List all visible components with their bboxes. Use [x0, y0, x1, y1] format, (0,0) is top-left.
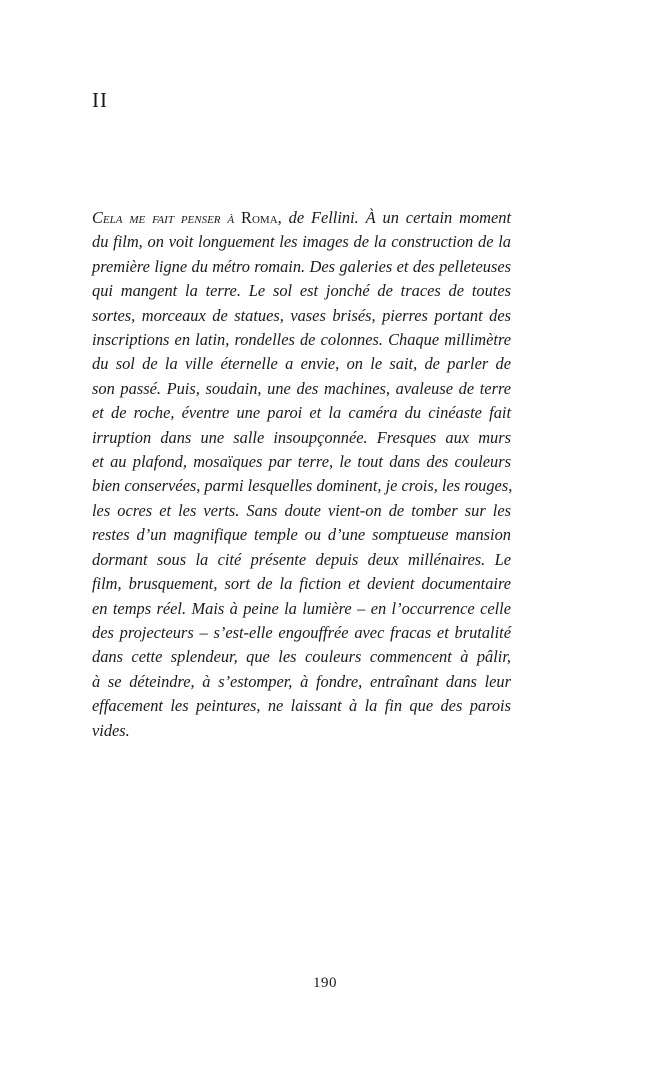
- text-line: film, brusquement, sort de la fiction et devient documentaire: [92, 574, 511, 594]
- line-1-rest: , de Fellini. À un certain moment: [277, 208, 512, 227]
- text-line-last: vides.: [92, 720, 130, 740]
- page-number: 190: [313, 975, 337, 991]
- text-line: [92, 206, 511, 230]
- text-line: son passé. Puis, soudain, une des machines, avaleuse de terre: [92, 378, 511, 398]
- text-line: bien conservées, parmi lesquelles dominent, je crois, les rouges,: [92, 476, 513, 496]
- text-line: qui mangent la terre. Le sol est jonché de traces de toutes: [92, 281, 511, 301]
- text-line: dormant sous la cité présente depuis deux millénaires. Le: [92, 549, 511, 569]
- opening-smallcaps: Cela me fait penser à: [92, 208, 235, 227]
- text-line: dans cette splendeur, que les couleurs commencent à pâlir,: [92, 647, 511, 667]
- text-line: à se déteindre, à s’estomper, à fondre, entraînant dans leur: [92, 671, 511, 691]
- text-line: des projecteurs – s’est-elle engouffrée avec fracas et brutalité: [92, 622, 511, 642]
- text-line: effacement les peintures, ne laissant à la fin que des parois: [92, 696, 511, 716]
- text-line: du film, on voit longuement les images de la construction de la: [92, 232, 511, 252]
- text-line: en temps réel. Mais à peine la lumière – en l’occurrence celle: [92, 598, 511, 618]
- text-line: et de roche, éventre une paroi et la caméra du cinéaste fait: [92, 403, 511, 423]
- body-paragraph: [92, 206, 511, 743]
- text-line: sortes, morceaux de statues, vases brisés, pierres portant des: [92, 305, 511, 325]
- text-line: les ocres et les verts. Sans doute vient-on de tomber sur les: [92, 500, 511, 520]
- text-line: irruption dans une salle insoupçonnée. Fresques aux murs: [92, 427, 511, 447]
- text-line: inscriptions en latin, rondelles de colonnes. Chaque millimètre: [92, 330, 511, 350]
- text-line: du sol de la ville éternelle a envie, on le sait, de parler de: [92, 354, 511, 374]
- chapter-number: II: [92, 88, 108, 112]
- text-line: restes d’un magnifique temple ou d’une somptueuse mansion: [92, 525, 511, 545]
- film-title: Roma: [241, 208, 278, 227]
- text-line: et au plafond, mosaïques par terre, le tout dans des couleurs: [92, 452, 511, 472]
- text-line: première ligne du métro romain. Des galeries et des pelleteuses: [92, 256, 511, 276]
